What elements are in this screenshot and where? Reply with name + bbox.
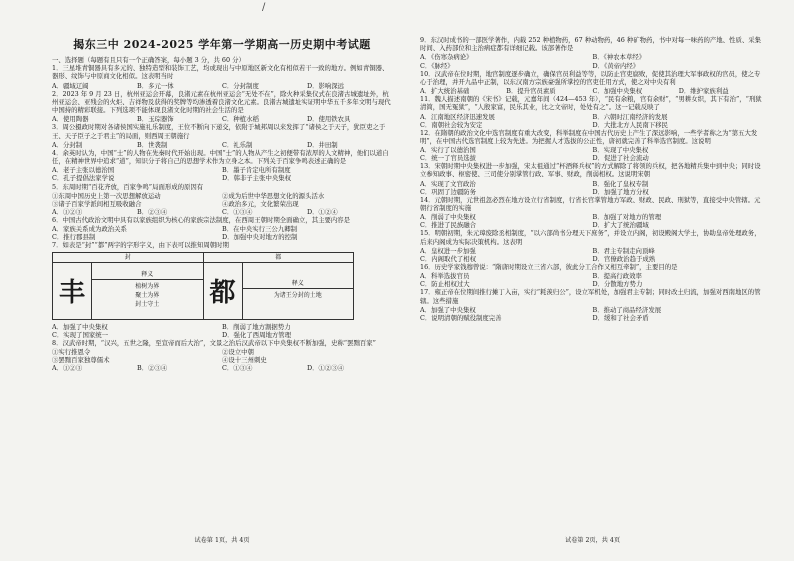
question-1: 1．三星堆青铜器具有多元的、独特造型和装饰工艺，均或现出与中原地区新文化有相似若干一致的地方。例如青铜器、器形、纹饰与中原商文化相似。这表明当时 A．疆域辽阔 B．多元一体 C．分封制度 D．影响深远 [52,64,389,90]
glyph-du-image: 都 [203,263,242,319]
question-16: 16．历史学家钱穆曾说：“隋唐时期设立三省六部，彼此分工合作又相互牵制”，主要目的是 A．科举选拔官员 B．提高行政效率 C．防止相权过大 D．分散地方势力 [420,263,678,289]
question-11: 11．魏人描述南朝的《宋书》记载，元嘉年间（424—453 年），“民有余粮，官有余财”，“男耕女织，其下有治”，“刑狱清简，国无冤狱”，“人殷家富，民乐其业，比之文帝时，处处有之”。这一记载反映了 A．江南地区经济迅速发展 B．六朝时江南经济的发展 C．南朝社会较为安定 D．大批北方人民南下移民 [420,95,762,129]
question-6: 6．中国古代政治文明中具有以家族组织为核心的家族宗法制度，在西周王朝时期全面确立，其主要内容是 A．家族关系成为政治关系 B．在中央实行三公九卿制 C．推行郡县制 D．加强中央对地方的控制 [52,215,351,242]
page-2-footer: 试卷第 2页，共 4页 [564,537,621,544]
page-1-footer: 试卷第 1页，共 4页 [194,537,250,544]
question-4: 4．余英时认为，中国“士”的人物在先秦时代开始出现。中国“士”的人物从产生之初便带有浓厚的人文精神，他们以道自任，在精神世界中追求“道”，知识分子将自己的思想学术作为立身之本。下列关于百家争鸣表述正确的是 A．老子主张以德治国 B．墨子肯定电所有制度 C．孔子提倡法家学说 D．韩非子主张中央集权 [52,148,389,183]
page-1 [52,6,392,554]
question-13: 13．宋朝时期中央集权进一步加强，宋太祖通过“杯酒释兵权”的方式解除了将领的兵权，把各地精兵集中到中央；同时设立参知政事、枢密使、三司使分别掌管行政、军事、财政，削弱相权。这说明宋朝 A．实现了文官政治 B．强化了皇权专制 C．巩固了边疆防务 D．加强了地方分权 [420,162,761,196]
question-9: 9．东汉时成书的一部医学著作，内载 252 种植物药，67 种动物药，46 种矿物药，书中对每一味药的产地、性质、采集时间、入药部位和主治病症都有详细记载。该部著作是 A．《伤寒杂病论》 B．《神农本草经》 C．《脉经》 D．《黄帝内经》 [420,36,762,70]
question-8: 8．汉武帝时期，“汉兴，五世之隆，至宣帝而后大治”，文景之治后汉武帝以下中央集权不断加强，史称“罢黜百家” ①实行推恩令 ②设立中朝 ③罢黜百家独尊儒术 ④设十三州刺史 A．①②③ B．②③④ C．①③④ D．①②③④ [52,338,376,373]
glyph-feng-image: 丰 [58,278,85,309]
question-12: 12．在隋朝的政治文化中选官制度有重大改变，科举制度在中国古代历史上产生了深远影响，一些学者称之为“第五大发明”，在中国古代选官制度上较为先进。为把握人才选拔的公正性，唐初就完善了科举选官制度。这说明 A．实行了以德治国 B．实现了中央集权 C．统一了官员选拔 D．促进了社会流动 [420,128,758,163]
glyph-table: 封 都 丰 释义 植树为界 聚土为界 封土守土 都 释义 为诸王分封的土地 [52,252,354,320]
exam-title: 揭东三中 2024-2025 学年第一学期高一历史期中考试题 [73,38,371,51]
question-15: 15．明朝初期，朱元璋废除丞相制度，“以六部尚书分理天下庶务”，并设立内阁，初设殿阁大学士，协助皇帝处理政务，后来内阁成为实际决策机构。这表明 A．皇权进一步加强 B．君主专制走向顶峰 C．内阁取代了相权 D．官僚政治趋于成熟 [420,229,761,263]
question-14: 14．元朝时期，元世祖忽必烈在地方设立行省制度，行省长官掌管地方军政、财政、民政、刑狱等，直接受中央管辖。元朝行省制度的实施 A．削弱了中央集权 B．加强了对地方的管理 C．推进了民族融合 D．扩大了统治疆域 [420,195,761,230]
question-7: 7．如表是“封”“都”两字的字形字义，由下表可以推知周朝时期 封 都 丰 释义 植树为界 聚土为界 封土守土 都 释义 为诸王分封的土地 A．加强了中央集权 B．削弱了地方割据势力 C．实现了国家统一 D．强化了西周地方管理 [52,241,392,338]
section-heading: 一、选择题（每题有且只有一个正确答案，每小题 3 分，共 60 分） [52,56,245,64]
question-17: 17．雍正帝在位期间推行摊丁入亩，实行“耗羡归公”，设立军机处，加强君主专制；同时改土归流，加强对西南地区的管辖。这些措施 A．加强了中央集权 B．推动了商品经济发展 C．说明清朝的赋役制度完善 D．缓和了社会矛盾 [420,288,761,322]
question-2: 2．2023 年 9 月 23 日，杭州亚运会开幕，良渚元素在杭州亚运会“无处不在”，除火种采集仪式在良渚古城遗址外，杭州亚运会、亚残会的火炬、吉祥物及获得的奖牌等均渗透着良渚文化元素。良渚古城遗址实证明中华五千多年文明与现代中国持的精彩联接。下列选项不能体现良渚文化时期的社会生活的是 A．使用陶器 B．玉琮器饰 C．种植水稻 D．使用铁农具 [52,89,391,124]
page-2 [420,6,765,554]
question-10: 10．汉武帝在位时期，地官制度逐步确立，确保官员利益等等，以防止官吏腐败，促使其治理大军事政权的官员，使之专心于治理，并开九品中正制，以东汉南方宗族豪强所掌控的官吏任用方式，使之对中央有利 A．扩大统治基础 B．提升官员素质 C．加强中央集权 D．维护家族利益 [420,69,761,95]
question-3: 3．周公摄政时期对各诸侯国实施礼乐制度，王位不断向下递交，依附于城邦周以来发挥了“诸侯之于天子，犹臣吏之于王、天子臣子之于君主”的局面，则西周王朝施行 A．分封制 B．世袭制 C．礼乐制 D．井田制 [52,123,386,149]
scan-mark: / [262,2,266,13]
question-5: 5．东周时期“百花齐放，百家争鸣”局面形成的原因有 ①东周中国历史上第一次思想解放运动 ②成为后世中华思想文化的源头活水 ③诸子百家学派间相互吸收融合 ④政治多元，文化繁荣出现 A．①②③ B．②③④ C．①③④ D．①②④ [52,182,338,216]
